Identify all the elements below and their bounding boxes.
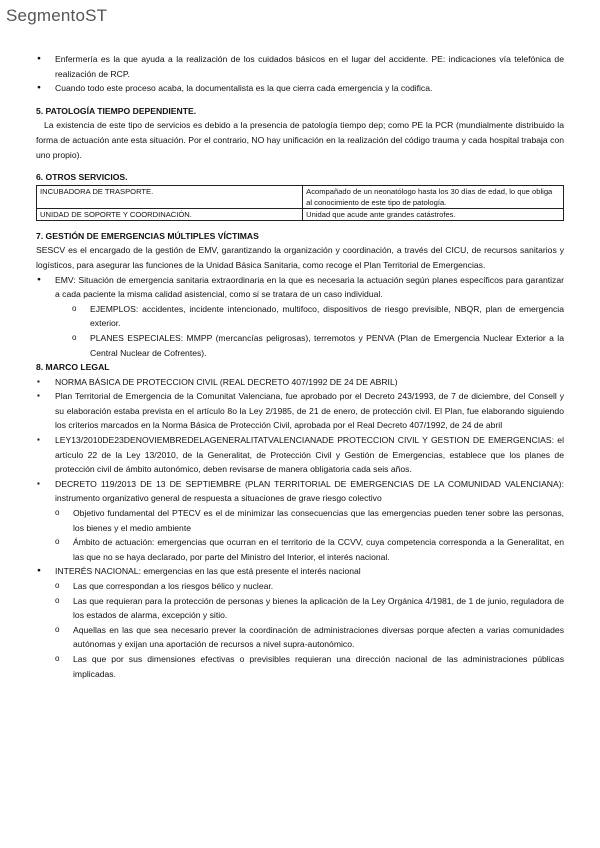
list-item: ▪ LEY13/2010DE23DENOVIEMBREDELAGENERALITATVALENCIANADE PROTECCION CIVIL Y GESTION DE EMERGENCIAS: el artículo 22 de la Ley 13/2010, de la Generalitat, de Protección Civil y Gestión de Emergencias, establece que los planes de protección civil de ámbito autonómico, deben revisarse de manera obligatoria cada seis años. xyxy=(36,433,564,477)
table-cell-description: Unidad que acude ante grandes catástrofes. xyxy=(303,208,564,220)
section-7-paragraph: SESCV es el encargado de la gestión de EMV, garantizando la organización y coordinación, a través del CICU, de recursos sanitarios y logísticos, para asegurar las funciones de la Unidad Básica Sanitaria, como recoge el Plan Territorial de Emergencias. xyxy=(36,245,564,270)
section-5-paragraph: La existencia de este tipo de servicios es debido a la presencia de patología tiempo dep; como PE la PCR (mundialmente distribuido la forma de actuación ante esta situación. Por el contrario, NO hay unificación en la realización del código trauma y cada hospital trabaja con uno propio). xyxy=(36,120,564,160)
sub-list-item: o Ámbito de actuación: emergencias que ocurran en el territorio de la CCVV, cuya competencia corresponda a la Generalitat, en las que no se haya declarado, por parte del Ministro del Interior, el interés nacional. xyxy=(55,535,564,564)
sub-list-item: o Las que por sus dimensiones efectivas o previsibles requieran una dirección nacional de las administraciones públicas implicadas. xyxy=(55,652,564,681)
table-cell-description: Acompañado de un neonatólogo hasta los 30 días de edad, lo que obliga al conocimiento de este tipo de patología. xyxy=(303,185,564,208)
table-cell-service: UNIDAD DE SOPORTE Y COORDINACIÓN. xyxy=(37,208,303,220)
list-item: ● INTERÉS NACIONAL: emergencias en las que está presente el interés nacional xyxy=(36,564,564,579)
interes-sub-list xyxy=(55,579,564,681)
sub-list-item: o EJEMPLOS: accidentes, incidente intencionado, multifoco, dispositivos de riesgo previsible, NBQR, plan de emergencia exterior. xyxy=(72,302,564,331)
brand-logo: SegmentoST xyxy=(6,6,108,25)
section-5-heading: 5. PATOLOGÍA TIEMPO DEPENDIENTE. xyxy=(36,105,197,116)
section-7-bullet-list xyxy=(36,273,564,302)
list-item: ● Cuando todo este proceso acaba, la documentalista es la que cierra cada emergencia y la codifica. xyxy=(36,81,564,96)
sub-list-item: o Objetivo fundamental del PTECV es el de minimizar las consecuencias que las emergencias pueden tener sobre las personas, los bienes y el medio ambiente xyxy=(55,506,564,535)
table-cell-service: INCUBADORA DE TRASPORTE. xyxy=(37,185,303,208)
section-7-sub-list xyxy=(72,302,564,360)
section-7-heading: 7. GESTIÓN DE EMERGENCIAS MÚLTIPLES VÍCTIMAS xyxy=(36,230,259,241)
section-8-list xyxy=(36,375,564,506)
sub-list-item: o Las que requieran para la protección de personas y bienes la aplicación de la Ley Orgánica 4/1981, de 1 de junio, reguladora de los estados de alarma, excepción y sitio. xyxy=(55,594,564,623)
table-row xyxy=(37,185,564,208)
intro-bullet-list xyxy=(36,52,564,96)
sub-list-item: o Las que correspondan a los riesgos bélico y nuclear. xyxy=(55,579,564,594)
list-item: ▪ DECRETO 119/2013 DE 13 DE SEPTIEMBRE (PLAN TERRITORIAL DE EMERGENCIAS DE LA COMUNIDAD VALENCIANA): instrumento organizativo general de respuesta a situaciones de grave riesgo colectivo xyxy=(36,477,564,506)
section-8-heading: 8. MARCO LEGAL xyxy=(36,362,110,373)
decreto-sub-list xyxy=(55,506,564,564)
document-page xyxy=(36,52,564,681)
section-6-heading: 6. OTROS SERVICIOS. xyxy=(36,172,128,183)
list-item: ▪ NORMA BÁSICA DE PROTECCION CIVIL (REAL DECRETO 407/1992 DE 24 DE ABRIL) xyxy=(36,375,564,390)
other-services-table xyxy=(36,185,564,221)
sub-list-item: o Aquellas en las que sea necesario prever la coordinación de administraciones diversas porque afecten a varias comunidades autónomas y exijan una aportación de recursos a nivel supra-autonómico. xyxy=(55,623,564,652)
interes-list xyxy=(36,564,564,579)
table-row xyxy=(37,208,564,220)
list-item: ● Enfermería es la que ayuda a la realización de los cuidados básicos en el lugar del accidente. PE: indicaciones vía telefónica de realización de RCP. xyxy=(36,52,564,81)
list-item: ● EMV: Situación de emergencia sanitaria extraordinaria en la que es necesaria la actuación según planes específicos para garantizar a cada paciente la misma calidad asistencial, como si se tratara de un caso individual. xyxy=(36,273,564,302)
list-item: ▪ Plan Territorial de Emergencia de la Comunitat Valenciana, fue aprobado por el Decreto 243/1993, de 7 de diciembre, del Consell y su elaboración estaba prevista en el artículo 8o la Ley 2/1985, de 21 de enero, de protección civil. El Plan, fue elaborando siguiendo los criterios marcados en la Norma Básica de Protección Civil, aprobada por el Real Decreto 407/1992, de 24 de abril xyxy=(36,389,564,433)
sub-list-item: o PLANES ESPECIALES: MMPP (mercancías peligrosas), terremotos y PENVA (Plan de Emergencia Nuclear Exterior a la Central Nuclear de Cofrentes). xyxy=(72,331,564,360)
